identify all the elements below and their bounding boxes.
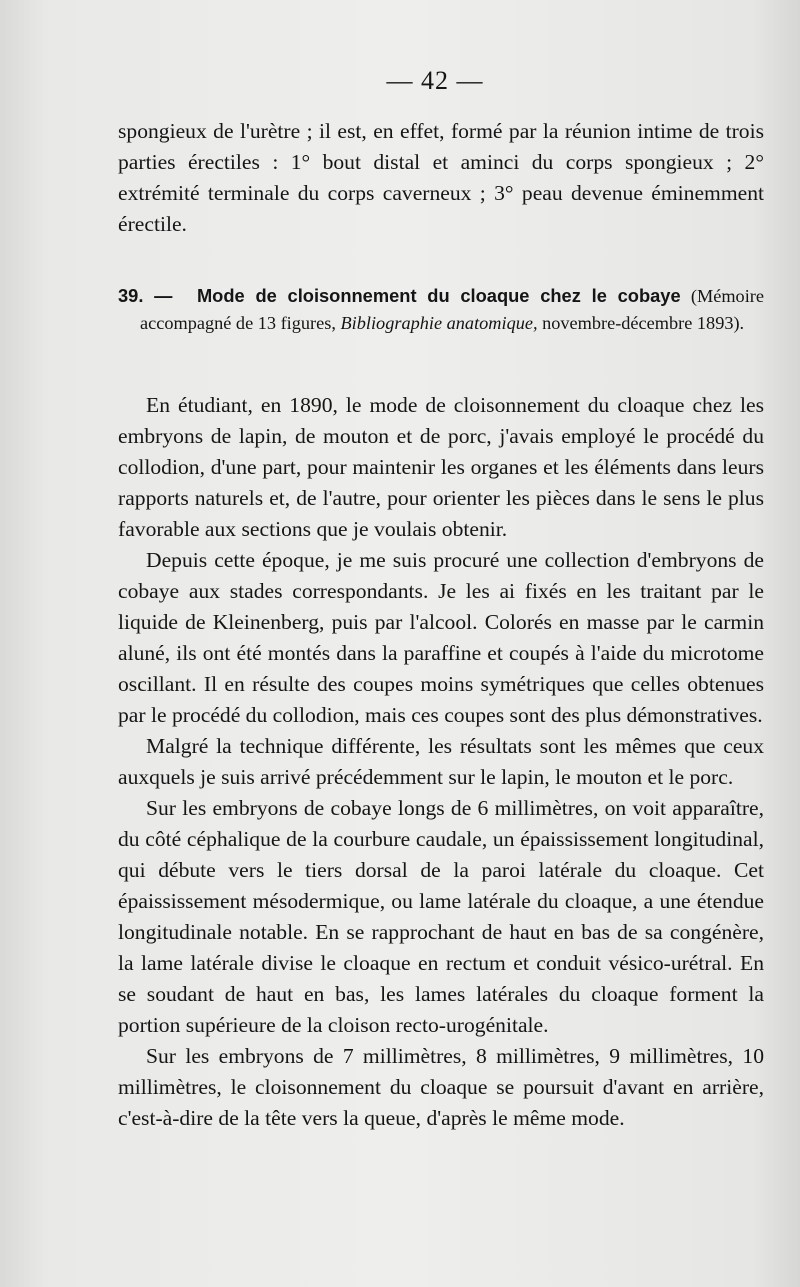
entry-details-before: (Mémoire accompagné de 13 figures,: [140, 286, 764, 333]
body-paragraph: Depuis cette époque, je me suis procuré une collection d'embryons de cobaye aux stades correspondants. Je les ai fixés en les traitant par le liquide de Kleinenberg, puis par l'alcool. Colorés en masse par le carmin aluné, ils ont été montés dans la paraffine et coupés à l'aide du microtome oscillant. Il en résulte des coupes moins symétriques que celles obtenues par le procédé du collodion, mais ces coupes sont des plus démonstratives.: [118, 548, 764, 727]
entry-journal: Bibliographie anatomique,: [340, 312, 538, 333]
body-text: [118, 390, 764, 1134]
entry-number: 39. —: [118, 285, 173, 306]
entry-details-after: novembre-décembre 1893).: [542, 312, 745, 333]
body-paragraph: Sur les embryons de cobaye longs de 6 millimètres, on voit apparaître, du côté céphalique de la courbure caudale, un épaississement longitudinal, qui débute vers le tiers dorsal de la paroi latérale du cloaque. Cet épaississement mésodermique, ou lame latérale du cloaque, a une étendue longitudinale notable. En se rapprochant de haut en bas de sa congénère, la lame latérale divise le cloaque en rectum et conduit vésico-urétral. En se soudant de haut en bas, les lames latérales du cloaque forment la portion supérieure de la cloison recto-urogénitale.: [118, 796, 764, 1037]
body-paragraph: Sur les embryons de 7 millimètres, 8 millimètres, 9 millimètres, 10 millimètres, le cloisonnement du cloaque se poursuit d'avant en arrière, c'est-à-dire de la tête vers la queue, d'après le même mode.: [118, 1044, 764, 1130]
continuation-block: [118, 116, 764, 240]
bibliography-entry: [118, 283, 764, 336]
page-number: — 42 —: [386, 66, 484, 95]
body-paragraph: En étudiant, en 1890, le mode de cloisonnement du cloaque chez les embryons de lapin, de mouton et de porc, j'avais employé le procédé du collodion, d'une part, pour maintenir les organes et les éléments dans leurs rapports naturels et, de l'autre, pour orienter les pièces dans le sens le plus favorable aux sections que je voulais obtenir.: [118, 393, 764, 541]
body-paragraph: Malgré la technique différente, les résultats sont les mêmes que ceux auxquels je suis arrivé précédemment sur le lapin, le mouton et le porc.: [118, 734, 764, 789]
continuation-paragraph: spongieux de l'urètre ; il est, en effet, formé par la réunion intime de trois parties érectiles : 1° bout distal et aminci du corps spongieux ; 2° extrémité terminale du corps caverneux ; 3° peau devenue éminemment érectile.: [118, 119, 764, 236]
entry-paragraph: [118, 283, 764, 336]
entry-title: Mode de cloisonnement du cloaque chez le cobaye: [196, 285, 681, 306]
